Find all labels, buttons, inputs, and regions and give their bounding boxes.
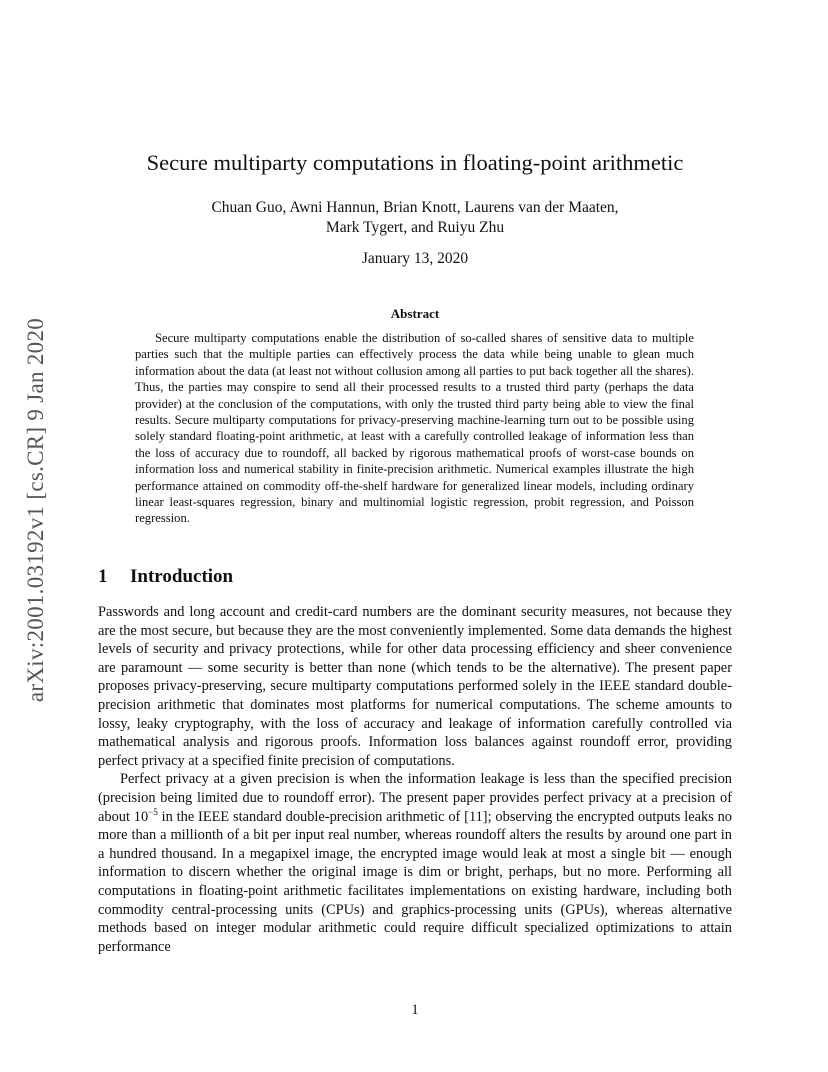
author-list [100, 198, 730, 238]
paper-title: Secure multiparty computations in floating-point arithmetic [146, 150, 684, 175]
paragraph-1: Passwords and long account and credit-card numbers are the dominant security measures, not because they are the most secure, but because they are the most conveniently implemented. Some data demands the highest levels of security and privacy protections, while for other data processing efficiency and sheer convenience are paramount — some security is better than none (which tends to be the alternative). The present paper proposes privacy-preserving, secure multiparty computations performed solely in the IEEE standard double-precision arithmetic that dominates most platforms for numerical computations. The scheme amounts to lossy, leaky cryptography, with the loss of accuracy and leakage of information carefully controlled via mathematical analysis and rigorous proofs. Information loss balances against roundoff error, providing perfect privacy at a specified finite precision of computations. [98, 604, 732, 769]
section-number: 1 [98, 566, 108, 587]
section-heading [98, 566, 728, 588]
paper-date: January 13, 2020 [361, 250, 469, 267]
paragraph-2 [98, 770, 732, 956]
abstract-text: Secure multiparty computations enable the distribution of so-called shares of sensitive data to multiple parties such that the multiple parties can effectively process the data while being unable to glean much information about the data (at least not without collusion among all parties to put back together all the shares). Thus, the parties may conspire to send all their processed results to a trusted third party (perhaps the data provider) at the conclusion of the computations, with only the trusted third party being able to view the final results. Secure multiparty computations for privacy-preserving machine-learning turn out to be possible using solely standard floating-point arithmetic, at least with a carefully controlled leakage of information less than the loss of accuracy due to roundoff, all backed by rigorous mathematical proofs of worst-case bounds on information loss and numerical stability in finite-precision arithmetic. Numerical examples illustrate the high performance attained on commodity off-the-shelf hardware for generalized linear models, including ordinary linear least-squares regression, binary and multinomial logistic regression, probit regression, and Poisson regression. [135, 331, 694, 526]
arxiv-identifier: arXiv:2001.03192v1 [cs.CR] 9 Jan 2020 [23, 317, 48, 703]
arxiv-sidebar [0, 0, 72, 1072]
authors-line-1: Chuan Guo, Awni Hannun, Brian Knott, Laurens van der Maaten, [211, 199, 619, 216]
precision-exponent: −5 [148, 806, 158, 817]
authors-line-2: Mark Tygert, and Ruiyu Zhu [325, 219, 505, 236]
section-title: Introduction [130, 566, 234, 587]
page-number: 1 [411, 1002, 419, 1018]
body-text [98, 603, 732, 956]
paragraph-2-part-2: in the IEEE standard double-precision arithmetic of [11]; observing the encrypted outputs leaks no more than a millionth of a bit per input real number, whereas roundoff alters the results by around one part in a hundred thousand. In a megapixel image, the encrypted image would leak at most a single bit — enough information to discern whether the original image is dim or bright, perhaps, but no more. Performing all computations in floating-point arithmetic facilitates implementations on existing hardware, including both commodity central-processing units (CPUs) and graphics-processing units (GPUs), whereas alternative methods based on integer modular arithmetic could require difficult specialized optimizations to attain performance [98, 808, 732, 955]
abstract-heading: Abstract [390, 306, 440, 321]
paragraph-2-part-1: Perfect privacy at a given precision is when the information leakage is less than the specified precision (precision being limited due to roundoff error). The present paper provides perfect privacy at a precision of about 10 [98, 771, 732, 825]
